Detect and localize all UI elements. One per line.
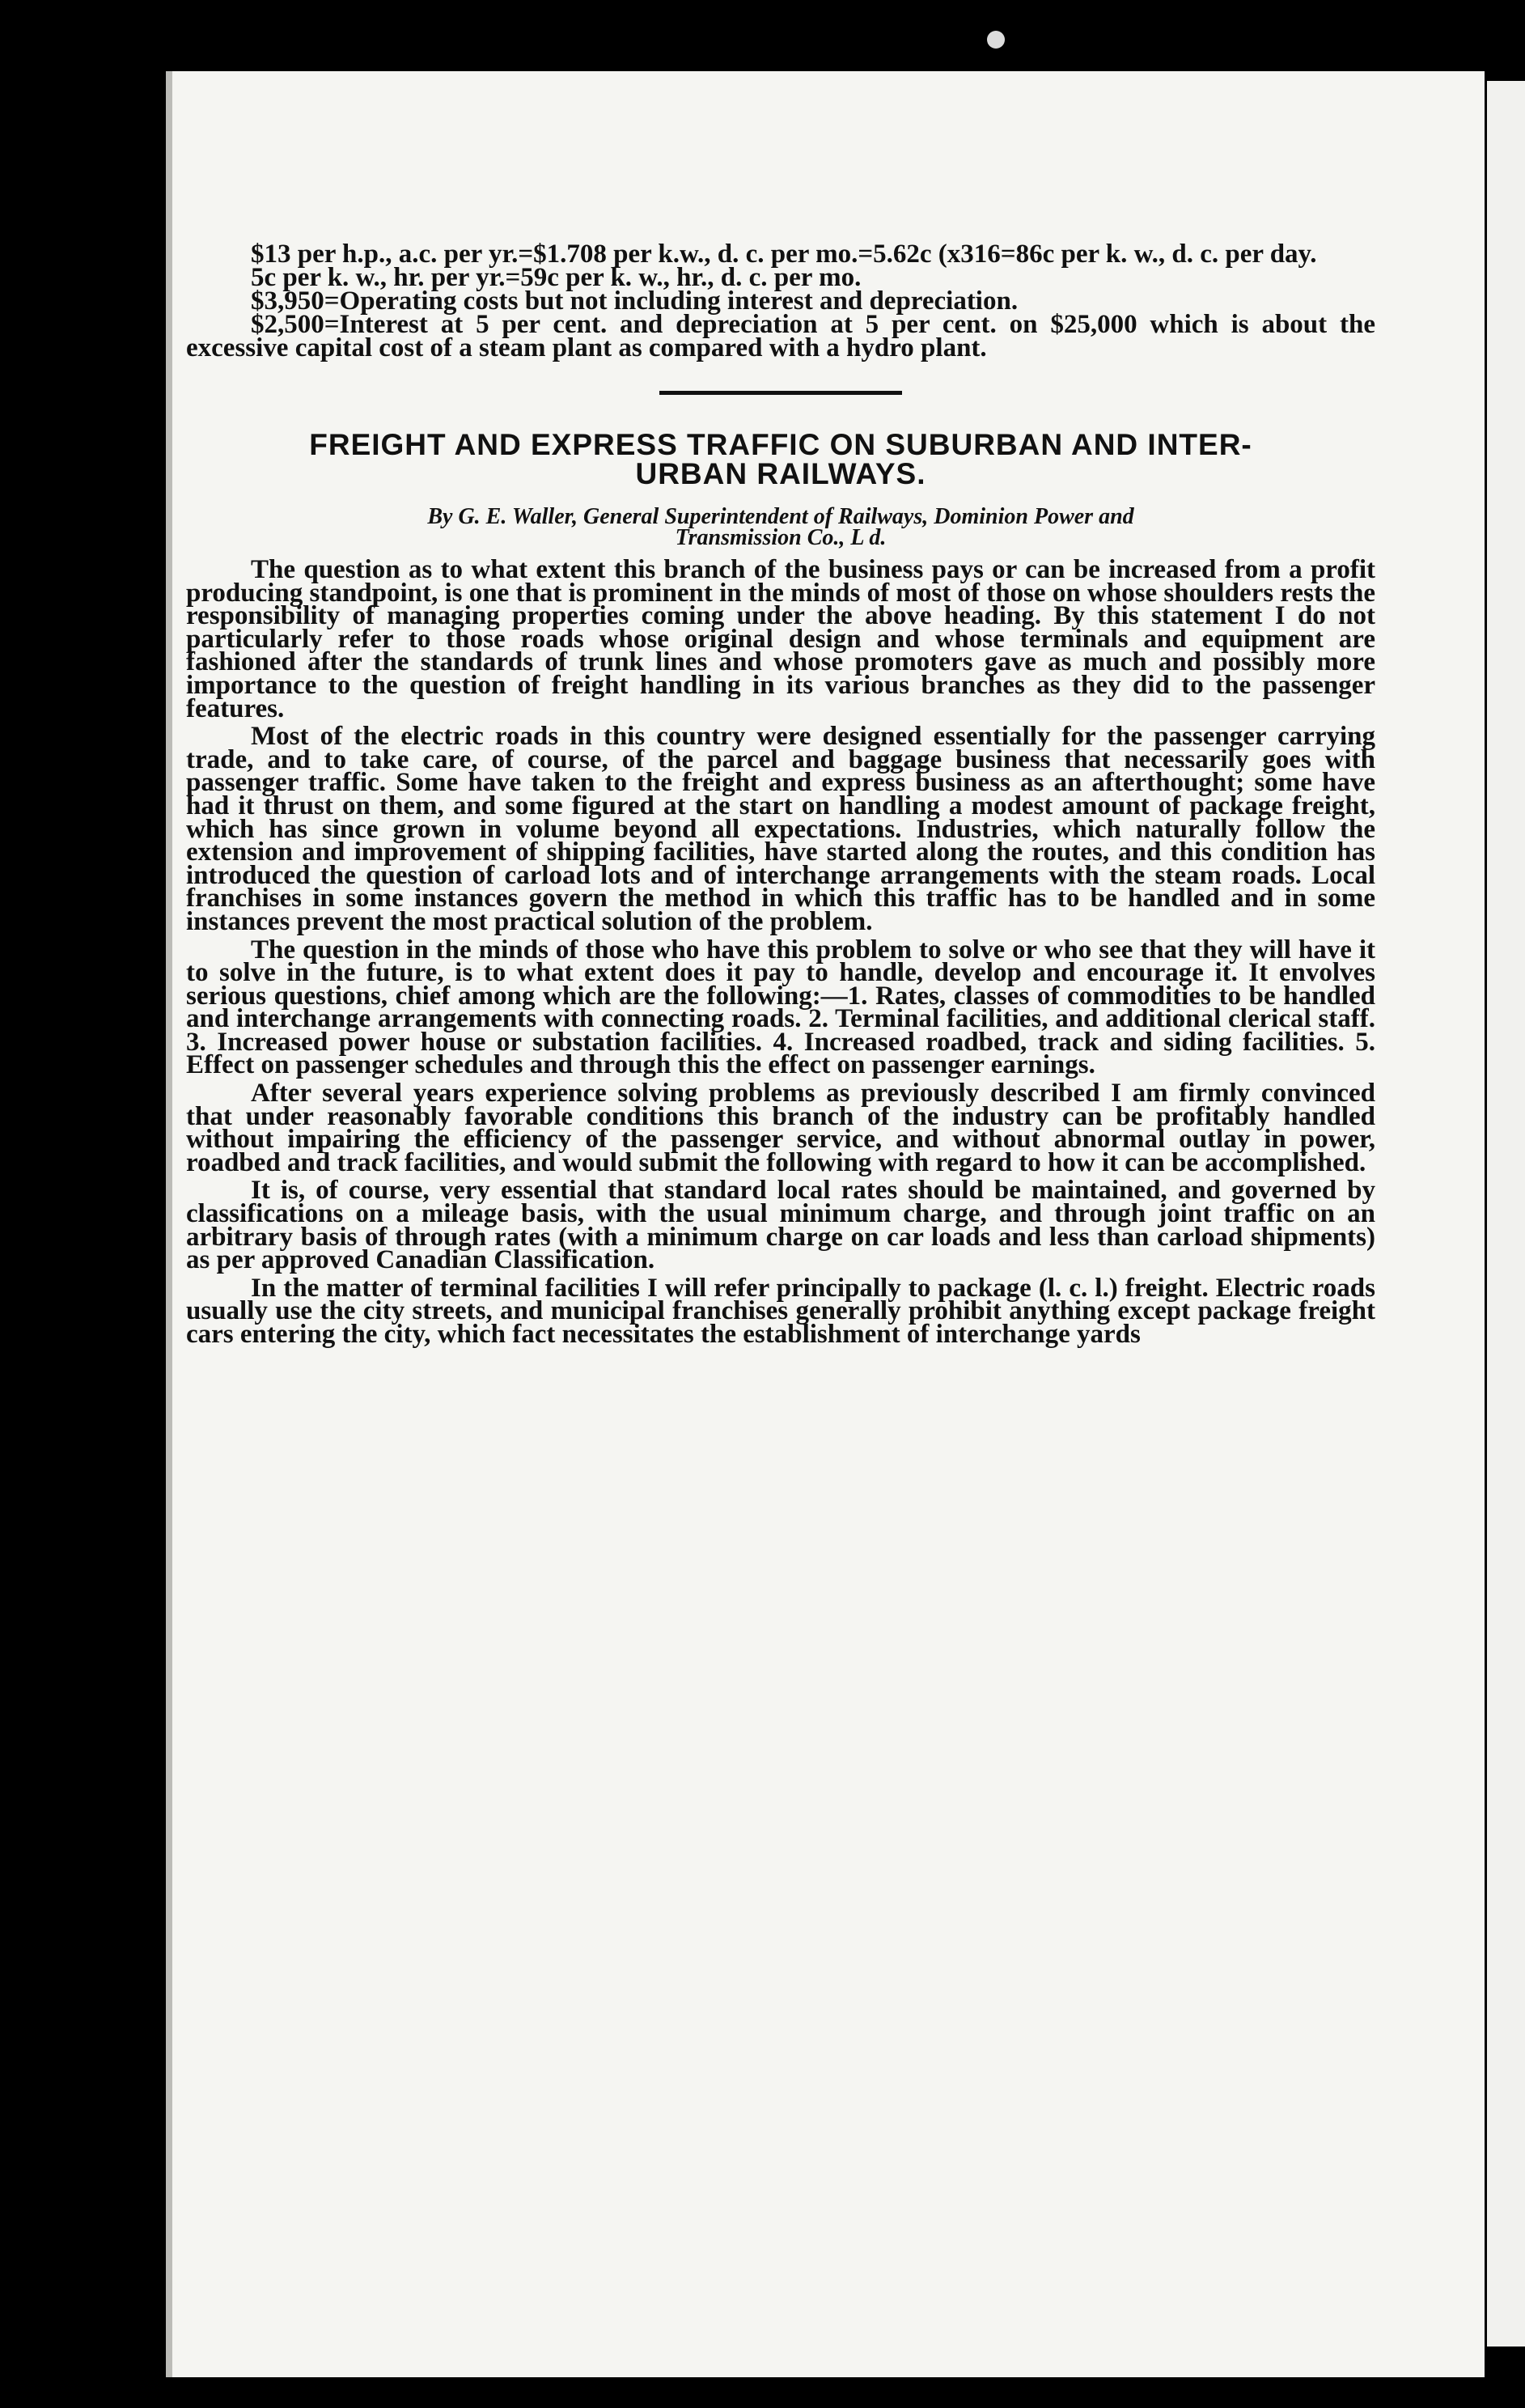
adjacent-page-edge xyxy=(1487,81,1525,2347)
article-paragraph: The question in the minds of those who have this problem to solve or who see that they will have it to solve in the future, is to what extent does it pay to handle, develop and encourage it. It envolves serious questions, chief among which are the following:—1. Rates, classes of commodities to be handled and interchange arrangements with connecting roads. 2. Terminal facilities, and additional clerical staff. 3. Increased power house or substation facilities. 4. Increased roadbed, track and siding facilities. 5. Effect on passenger schedules and through this the effect on passenger earnings. xyxy=(186,935,1375,1080)
article-paragraph: The question as to what extent this branch of the business pays or can be increased from a profit producing standpoint, is one that is prominent in the minds of most of those on whose shoulders rests the responsibility of managing properties coming under the above heading. By this statement I do not particularly refer to those roads whose original design and whose terminals and equipment are fashioned after the standards of trunk lines and whose promoters gave as much and possibly more importance to the question of freight handling in its various branches as they did to the passenger features. xyxy=(186,555,1375,723)
article-byline xyxy=(218,504,1343,550)
dust-speck xyxy=(987,31,1005,49)
cost-line-1: $13 per h.p., a.c. per yr.=$1.708 per k.w., d. c. per mo.=5.62c (x316=86c per k. w., d. c. per day. xyxy=(251,240,1317,269)
cost-line-4: $2,500=Interest at 5 per cent. and depreciation at 5 per cent. on $25,000 which is about the excessive capital cost of a steam plant as compared with a hydro plant. xyxy=(186,310,1375,362)
cost-line-3: $3,950=Operating costs but not including interest and depreciation. xyxy=(251,286,1019,316)
article-paragraph: In the matter of terminal facilities I will refer principally to package (l. c. l.) freight. Electric roads usually use the city streets, and municipal franchises generally prohibit anything except package freight cars entering the city, which fact necessitates the establishment of interchange yards xyxy=(186,1273,1375,1349)
page-content xyxy=(186,240,1375,1351)
article-title-line-1: FREIGHT AND EXPRESS TRAFFIC ON SUBURBAN AND INTER- xyxy=(309,428,1252,461)
article-title xyxy=(186,430,1375,489)
byline-line-1: By G. E. Waller, General Superintendent of Railways, Dominion Power and xyxy=(427,504,1134,529)
article-body xyxy=(186,555,1375,1349)
article-paragraph: It is, of course, very essential that standard local rates should be maintained, and governed by classifications on a mileage basis, with the usual minimum charge, and through joint traffic on an arbitrary basis of through rates (with a minimum charge on car loads and less than carload shipments) as per approved Canadian Classification. xyxy=(186,1176,1375,1275)
section-divider xyxy=(659,391,902,395)
cost-line-2: 5c per k. w., hr. per yr.=59c per k. w., hr., d. c. per mo. xyxy=(251,263,862,292)
article-paragraph: After several years experience solving problems as previously described I am firmly convinced that under reasonably favorable conditions this branch of the industry can be profitably handled without impairing the efficiency of the passenger service, and without abnormal outlay in power, roadbed and track facilities, and would submit the following with regard to how it can be accomplished. xyxy=(186,1079,1375,1177)
byline-line-2: Transmission Co., L d. xyxy=(675,525,887,550)
cost-calculation-block xyxy=(186,240,1375,362)
article-title-line-2: URBAN RAILWAYS. xyxy=(635,457,926,490)
article-paragraph: Most of the electric roads in this country were designed essentially for the passenger carrying trade, and to take care, of course, of the parcel and baggage business that necessarily goes with passenger traffic. Some have taken to the freight and express business as an afterthought; some have had it thrust on them, and some figured at the start on handling a modest amount of package freight, which has since grown in volume beyond all expectations. Industries, which naturally follow the extension and improvement of shipping facilities, have started along the routes, and this condition has introduced the question of carload lots and of interchange arrangements with the steam roads. Local franchises in some instances govern the method in which this traffic has to be handled and in some instances prevent the most practical solution of the problem. xyxy=(186,722,1375,936)
